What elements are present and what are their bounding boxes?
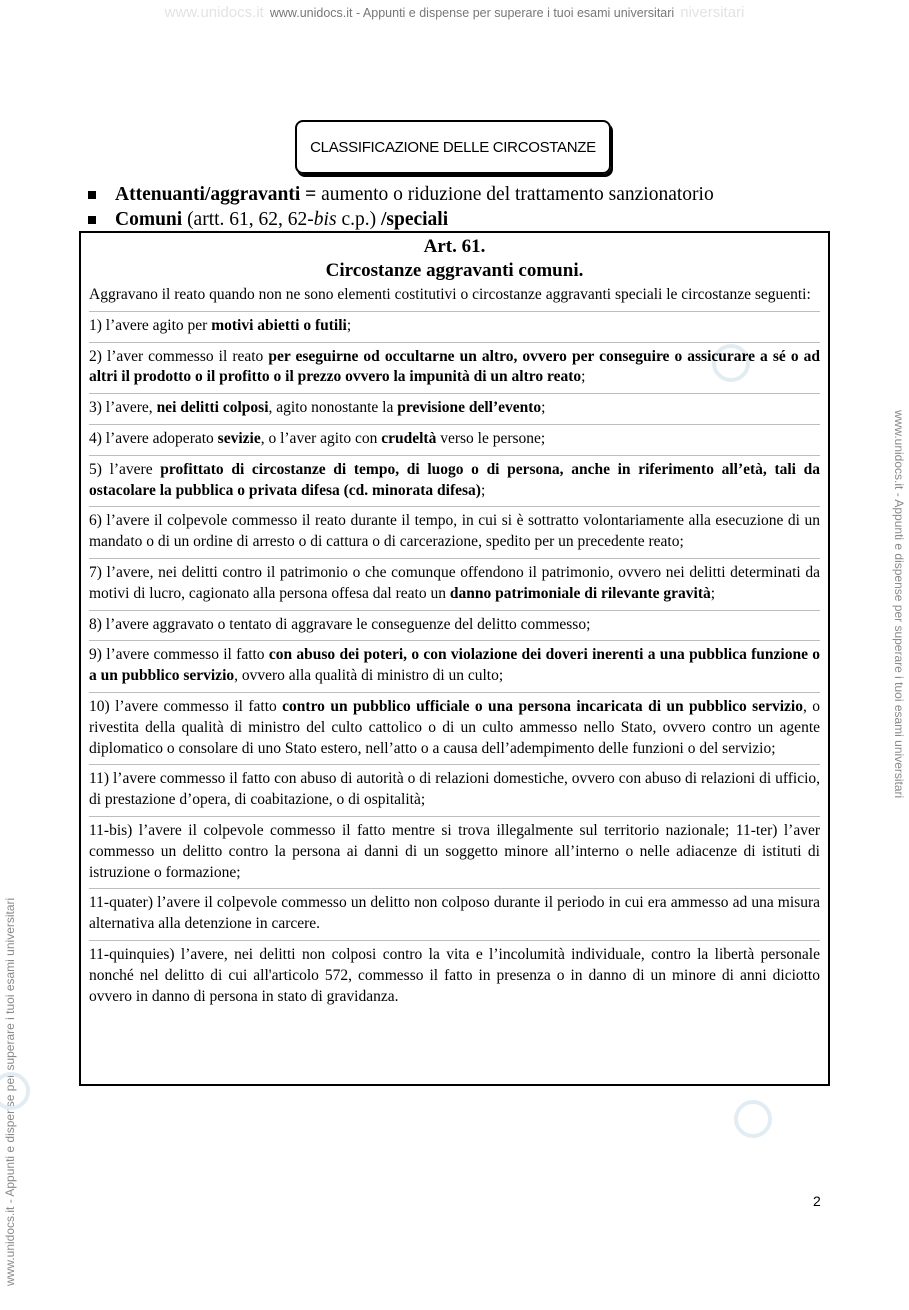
item-text: 9) l’avere commesso il fatto (89, 646, 269, 664)
bullet-list (88, 182, 714, 232)
bullet-item (88, 182, 714, 207)
article-item (89, 424, 820, 453)
item-text: ; (346, 316, 352, 334)
bullet-text: aumento o riduzione del trattamento sanzionatorio (316, 184, 714, 205)
bullet-item (88, 207, 714, 232)
watermark-ghost-right: niversitari (680, 4, 745, 21)
square-bullet-icon (88, 191, 96, 199)
article-item (89, 558, 820, 608)
item-text: ; (710, 584, 716, 602)
watermark-header (0, 4, 909, 21)
article-item (89, 888, 820, 938)
item-bold-text: danno patrimoniale di rilevante gravità (449, 584, 711, 602)
item-text: ; (581, 368, 586, 386)
item-bold-text: previsione dell’evento (397, 399, 542, 417)
bullet-term: /speciali (380, 209, 449, 230)
item-bold-text: nei delitti colposi (156, 399, 269, 417)
unidocs-logo-icon (734, 1100, 772, 1138)
item-text: 11-quater) l’avere il colpevole commesso un delitto non colposo durante il periodo in cui era ammesso ad una misura alternativa alla detenzione in carcere. (89, 894, 820, 933)
unidocs-logo-icon (0, 1072, 30, 1110)
watermark-ghost-left: www.unidocs.it (164, 4, 264, 21)
item-text: 3) l’avere, (89, 399, 157, 417)
item-bold-text: con abuso dei poteri, o con violazione dei doveri inerenti a una pubblica funzione o a un pubblico servizio (89, 646, 820, 685)
section-title-box (295, 120, 611, 174)
item-text: 8) l’avere aggravato o tentato di aggravare le conseguenze del delitto commesso; (89, 615, 591, 633)
item-text: 4) l’avere adoperato (89, 429, 218, 447)
article-item (89, 342, 820, 392)
item-text: 11-quinquies) l’avere, nei delitti non colposi contro la vita e l’incolumità individuale, contro la libertà personale nonché nel delitto di cui all'articolo 572, commesso il fatto in presenza o in danno di un minore di anni diciotto ovvero in danno di persona in stato di gravidanza. (89, 945, 820, 1005)
article-number: Art. 61. (423, 236, 486, 257)
bullet-term: Attenuanti/aggravanti = (115, 184, 317, 205)
article-item (89, 455, 820, 505)
item-text: 10) l’avere commesso il fatto (89, 697, 283, 715)
watermark-header-text: www.unidocs.it - Appunti e dispense per superare i tuoi esami universitari (269, 6, 675, 20)
item-bold-text: contro un pubblico ufficiale o una persona incaricata di un pubblico servizio (282, 697, 803, 715)
watermark-right-vertical: www.unidocs.it - Appunti e dispense per superare i tuoi esami universitari (892, 410, 906, 799)
item-bold-text: crudeltà (381, 429, 437, 447)
section-title: CLASSIFICAZIONE DELLE CIRCOSTANZE (310, 138, 596, 156)
item-text: 11-bis) l’avere il colpevole commesso il fatto mentre si trova illegalmente sul territorio nazionale; 11-ter) l’aver commesso un delitto contro la persona ai danni di un soggetto minore all’interno o nelle adiacenze di istituti di istruzione o formazione; (89, 821, 820, 881)
page-number: 2 (813, 1193, 821, 1209)
item-text: 5) l’avere (89, 460, 161, 478)
item-bold-text: sevizie (217, 429, 261, 447)
article-item (89, 940, 820, 1010)
article-item (89, 764, 820, 814)
item-text: ; (480, 481, 486, 499)
bullet-italic: bis (313, 209, 337, 230)
article-item (89, 311, 820, 340)
article-heading: Circostanze aggravanti comuni. (325, 260, 584, 281)
item-text: , o l’aver agito con (260, 429, 382, 447)
article-item (89, 816, 820, 886)
article-body (89, 283, 820, 1010)
item-text: , o rivestita della qualità di ministro del culto cattolico o di un culto ammesso nello Stato, ovvero contro un agente diplomatico o consolare di uno Stato estero, nell’atto o a causa dell’adempimento delle funzioni o del servizio; (89, 697, 820, 757)
bullet-text: c.p.) (336, 209, 381, 230)
item-text: verso le persone; (436, 429, 546, 447)
article-item (89, 393, 820, 422)
article-box (79, 231, 830, 1086)
item-text: ; (541, 399, 546, 417)
bullet-term: Comuni (115, 209, 183, 230)
article-item (89, 692, 820, 762)
item-text: 6) l’avere il colpevole commesso il reato durante il tempo, in cui si è sottratto volontariamente alla esecuzione di un mandato o di un ordine di arresto o di cattura o di carcerazione, spedito per un precedente reato; (89, 512, 820, 551)
item-text: 2) l’aver commesso il reato (89, 347, 269, 365)
square-bullet-icon (88, 216, 96, 224)
item-bold-text: profittato di circostanze di tempo, di luogo o di persona, anche in riferimento all’età, tali da ostacolare la pubblica o privata difesa (cd. minorata difesa) (89, 460, 820, 499)
item-bold-text: motivi abietti o futili (211, 316, 347, 334)
bullet-text: (artt. 61, 62, 62- (182, 209, 314, 230)
article-intro: Aggravano il reato quando non ne sono elementi costitutivi o circostanze aggravanti speciali le circostanze seguenti: (89, 286, 811, 303)
item-bold-text: per eseguirne od occultarne un altro, ovvero per conseguire o assicurare a sé o ad altri il prodotto o il profitto o il prezzo ovvero la impunità di un altro reato (89, 347, 821, 386)
item-text: , ovvero alla qualità di ministro di un culto; (234, 667, 504, 685)
item-text: 11) l’avere commesso il fatto con abuso di autorità o di relazioni domestiche, ovvero con abuso di relazioni di ufficio, di prestazione d’opera, di coabitazione, o di ospitalità; (89, 770, 820, 809)
article-item (89, 610, 820, 639)
watermark-left-vertical: www.unidocs.it - Appunti e dispense per superare i tuoi esami universitari (3, 897, 17, 1286)
article-item (89, 640, 820, 690)
item-text: , agito nonostante la (268, 399, 398, 417)
item-text: 1) l’avere agito per (89, 316, 212, 334)
article-item (89, 506, 820, 556)
item-text: 7) l’avere, nei delitti contro il patrimonio o che comunque offendono il patrimonio, ovvero nei delitti determinati da motivi di lucro, cagionato alla persona offesa dal reato un (89, 563, 820, 602)
